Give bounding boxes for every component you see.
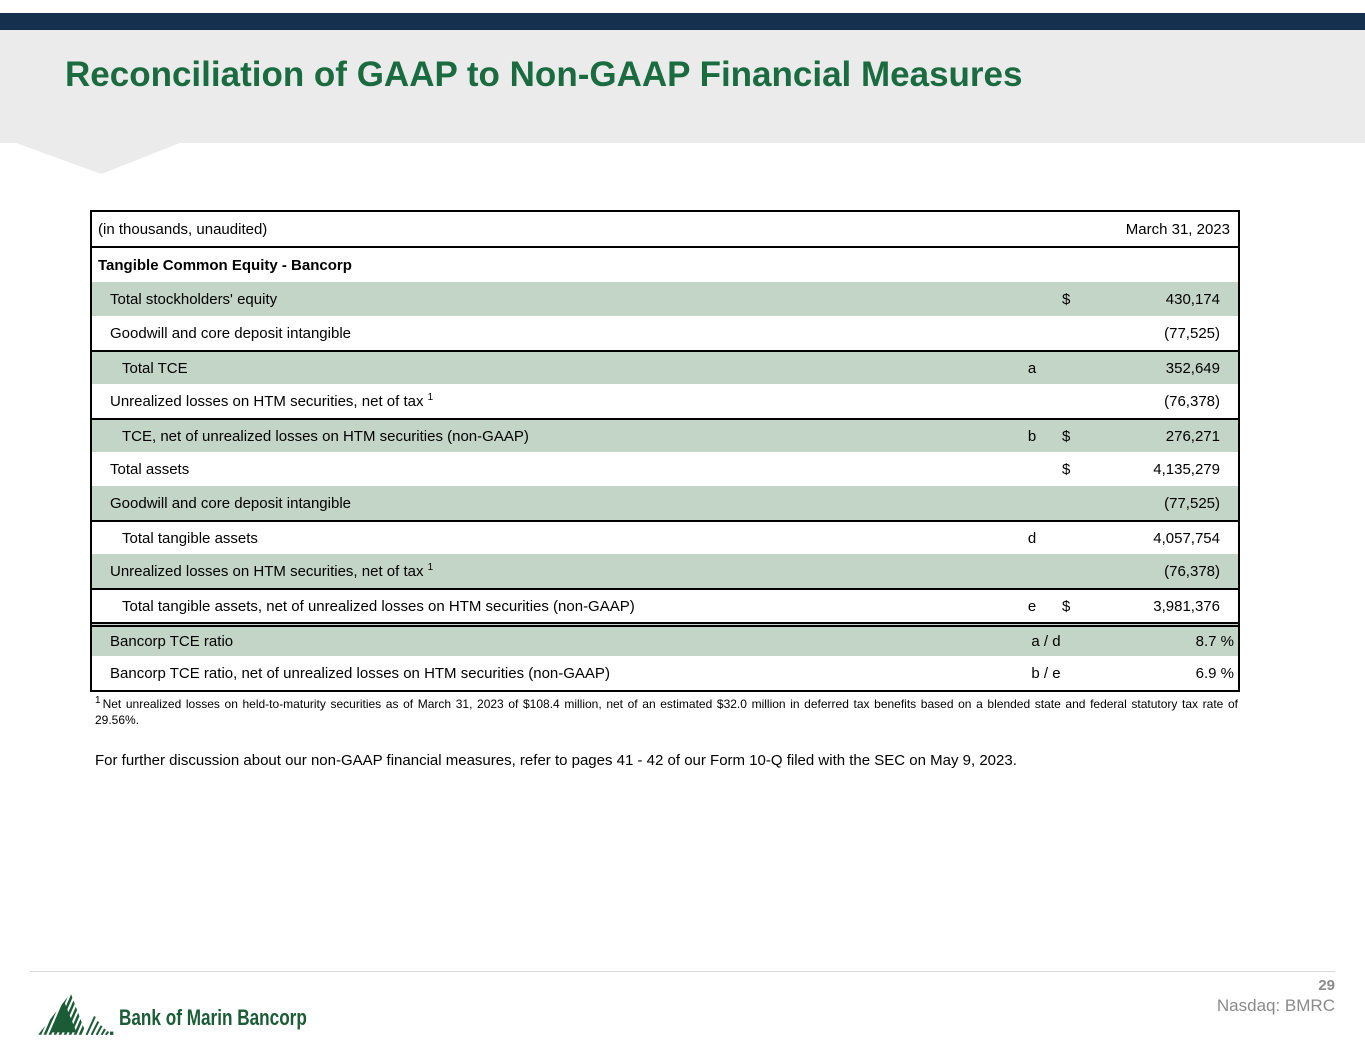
row-value: (77,525) (1164, 324, 1220, 342)
table-row (92, 588, 1238, 622)
page-title: Reconciliation of GAAP to Non-GAAP Financial Measures (65, 55, 1023, 94)
row-value: 430,174 (1165, 290, 1220, 308)
row-letter: d (1027, 529, 1037, 547)
table-row (92, 282, 1238, 316)
footnote-ref: 1 (427, 392, 434, 403)
reconciliation-table (90, 210, 1240, 692)
row-letter: a (1027, 359, 1037, 377)
row-label: Total TCE (122, 359, 188, 377)
table-row (92, 656, 1238, 690)
table-row (92, 418, 1238, 452)
row-label: Unrealized losses on HTM securities, net of tax $^1$ (110, 562, 434, 580)
row-value: (76,378) (1164, 392, 1220, 410)
table-row (92, 554, 1238, 588)
row-value: 6.9 % (1195, 664, 1234, 682)
ticker-label: Nasdaq: BMRC (1216, 996, 1335, 1015)
table-section-row (92, 248, 1238, 282)
table-date-header: March 31, 2023 (1125, 220, 1230, 238)
footer-right (1217, 977, 1335, 1016)
row-letter: b (1027, 427, 1037, 445)
table-row (92, 350, 1238, 384)
row-dollar-sign: $ (1062, 427, 1071, 445)
row-label: Total tangible assets, net of unrealized losses on HTM securities (non-GAAP) (122, 597, 635, 615)
row-dollar-sign: $ (1062, 597, 1071, 615)
row-value: 3,981,376 (1153, 597, 1220, 615)
row-dollar-sign: $ (1062, 460, 1071, 478)
table-row (92, 384, 1238, 418)
footnote (95, 697, 1238, 729)
row-value: 352,649 (1165, 359, 1220, 377)
header-band-chevron (16, 143, 180, 174)
page-number: 29 (1318, 977, 1335, 994)
row-value: (76,378) (1164, 562, 1220, 580)
table-row (92, 486, 1238, 520)
row-label: Unrealized losses on HTM securities, net of tax $^1$ (110, 392, 434, 410)
table-header-row (92, 212, 1238, 248)
row-dollar-sign: $ (1062, 290, 1071, 308)
row-label: Bancorp TCE ratio (110, 633, 234, 650)
company-logo-text: Bank of Marin Bancorp (119, 1005, 307, 1030)
row-label: Total stockholders' equity (110, 290, 278, 308)
row-label: Goodwill and core deposit intangible (110, 324, 351, 342)
row-value: 4,135,279 (1153, 460, 1220, 478)
footnote-superscript: 1 (95, 695, 101, 706)
row-value: (77,525) (1164, 494, 1220, 512)
row-label: Bancorp TCE ratio, net of unrealized losses on HTM securities (non-GAAP) (110, 664, 610, 682)
table-caption: (in thousands, unaudited) (98, 220, 268, 238)
row-letter: e (1027, 597, 1037, 615)
table-section-title: Tangible Common Equity - Bancorp (98, 256, 352, 274)
row-label: Goodwill and core deposit intangible (110, 494, 351, 512)
table-row (92, 316, 1238, 350)
row-letter: a / d (1031, 633, 1061, 650)
row-value: 8.7 % (1195, 633, 1234, 650)
table-row (92, 622, 1238, 656)
row-label: Total tangible assets (122, 529, 258, 547)
top-navy-bar (0, 13, 1365, 30)
discussion-note: For further discussion about our non-GAAP financial measures, refer to pages 41 - 42 of our Form 10-Q filed with the SEC on May 9, 2023. (95, 752, 1017, 769)
footer-divider (30, 971, 1335, 972)
footnote-ref: 1 (427, 562, 434, 573)
row-label: TCE, net of unrealized losses on HTM securities (non-GAAP) (122, 427, 529, 445)
footnote-text: Net unrealized losses on held-to-maturity securities as of March 31, 2023 of $108.4 million, net of an estimated $32.0 million in deferred tax benefits based on a blended state and federal statutory tax rate of 29.56%. (95, 697, 1238, 727)
row-letter: b / e (1031, 664, 1061, 682)
row-value: 276,271 (1165, 427, 1220, 445)
row-value: 4,057,754 (1153, 529, 1220, 547)
row-label: Total assets (110, 460, 190, 478)
mountain-logo-icon (33, 993, 115, 1035)
table-row (92, 520, 1238, 554)
table-row (92, 452, 1238, 486)
company-logo (33, 993, 360, 1035)
